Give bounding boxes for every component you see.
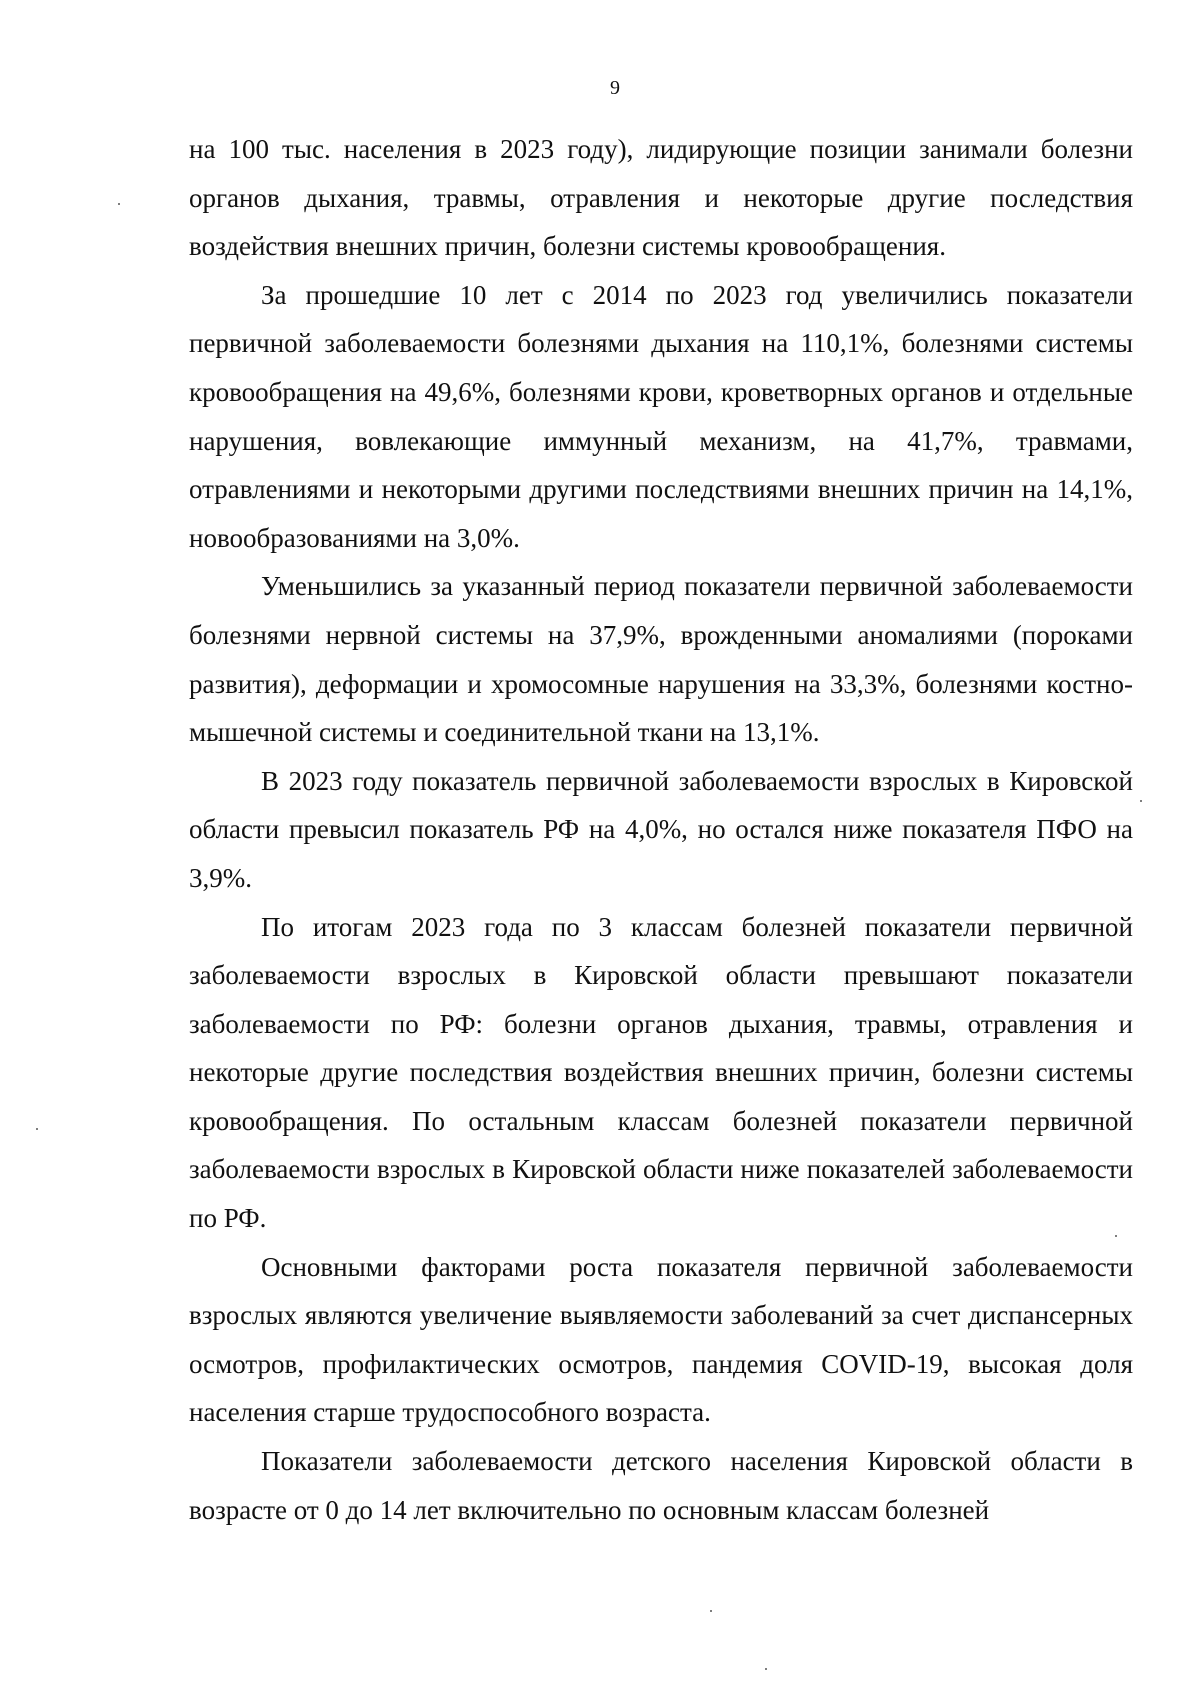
paragraph-children: Показатели заболеваемости детского населения Кировской области в возрасте от 0 до 14 лет включительно по основным классам болезней: [189, 1446, 1133, 1525]
scan-speck: [118, 203, 120, 205]
scan-speck: [710, 1610, 712, 1612]
scan-speck: [36, 1128, 38, 1130]
scan-speck: [765, 1668, 767, 1670]
paragraph-comparison: В 2023 году показатель первичной заболеваемости взрослых в Кировской области превысил показатель РФ на 4,0%, но остался ниже показателя ПФО на 3,9%.: [189, 765, 1133, 893]
paragraph-continued: на 100 тыс. населения в 2023 году), лидирующие позиции занимали болезни органов дыхания, травмы, отравления и некоторые другие последствия воздействия внешних причин, болезни системы кровообращения.: [189, 134, 1133, 262]
page-number: 9: [610, 77, 620, 99]
document-body: [189, 125, 1133, 1534]
paragraph-decrease: Уменьшились за указанный период показатели первичной заболеваемости болезнями нервной системы на 37,9%, врожденными аномалиями (пороками развития), деформации и хромосомные нарушения на 33,3%, болезнями костно-мышечной системы и соединительной ткани на 13,1%.: [189, 571, 1133, 748]
paragraph-growth-factors: Основными факторами роста показателя первичной заболеваемости взрослых являются увеличение выявляемости заболеваний за счет диспансерных осмотров, профилактических осмотров, пандемия COVID-19, высокая доля населения старше трудоспособного возраста.: [189, 1251, 1133, 1428]
paragraph-increase: За прошедшие 10 лет с 2014 по 2023 год увеличились показатели первичной заболеваемости болезнями дыхания на 110,1%, болезнями системы кровообращения на 49,6%, болезнями крови, кроветворных органов и отдельные нарушения, вовлекающие иммунный механизм, на 41,7%, травмами, отравлениями и некоторыми другими последствиями внешних причин на 14,1%, новообразованиями на 3,0%.: [189, 279, 1133, 553]
scan-speck: [1115, 1235, 1117, 1237]
paragraph-results: По итогам 2023 года по 3 классам болезней показатели первичной заболеваемости взрослых в Кировской области превышают показатели заболеваемости по РФ: болезни органов дыхания, травмы, отравления и некоторые другие последствия воздействия внешних причин, болезни системы кровообращения. По остальным классам болезней показатели первичной заболеваемости взрослых в Кировской области ниже показателей заболеваемости по РФ.: [189, 911, 1133, 1234]
scan-speck: [1140, 800, 1142, 802]
